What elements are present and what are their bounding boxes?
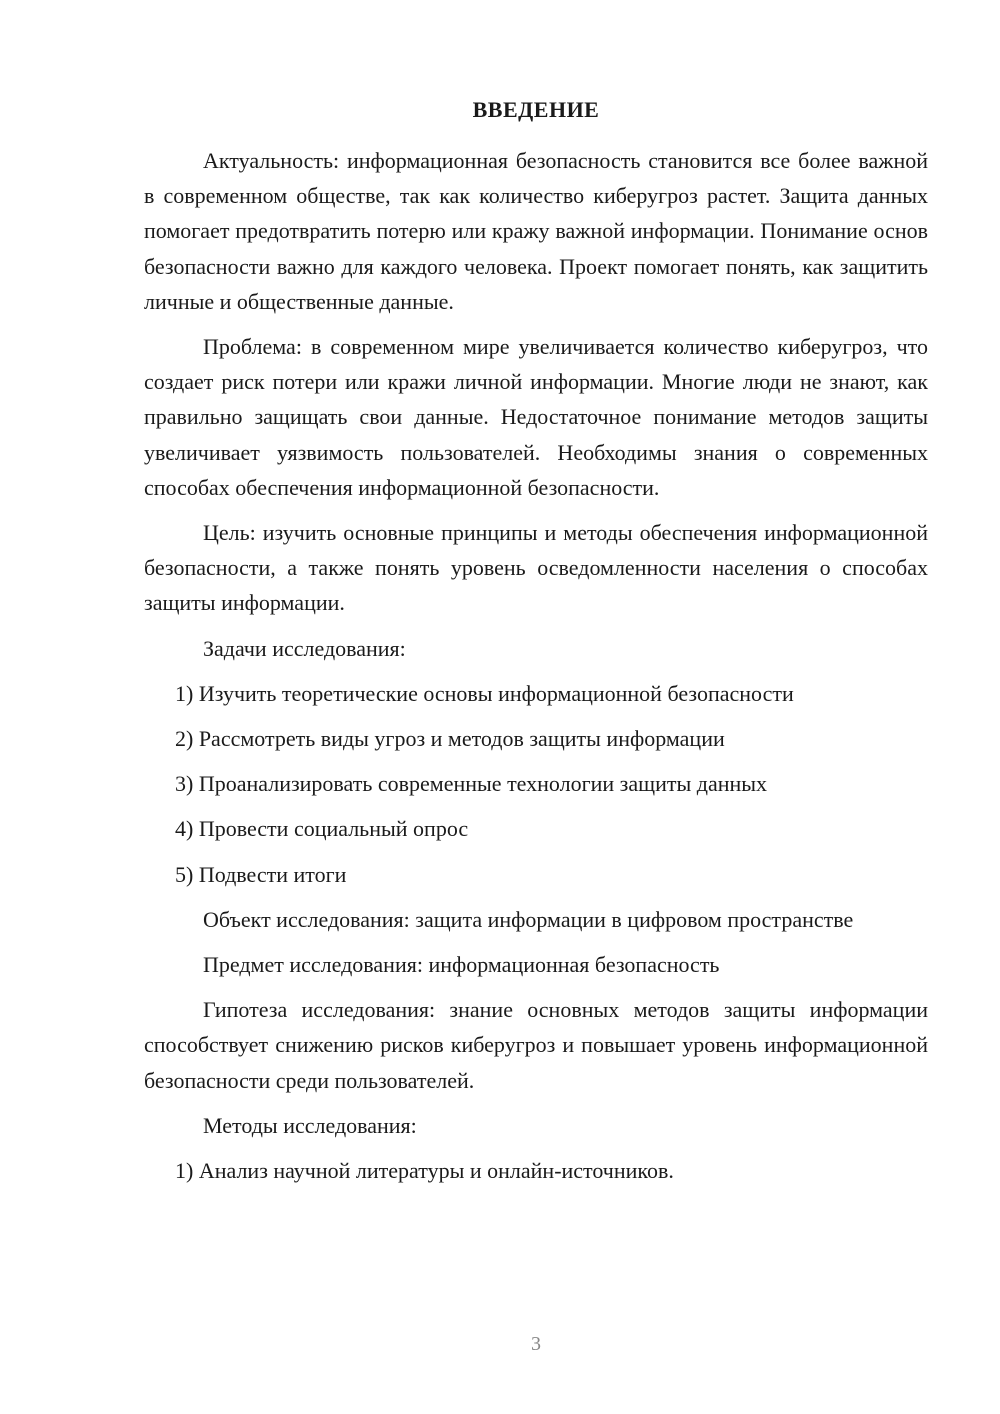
task-item: 4) Провести социальный опрос (175, 816, 469, 842)
task-item: 3) Проанализировать современные технологии защиты данных (175, 771, 768, 797)
task-item: 2) Рассмотреть виды угроз и методов защиты информации (175, 726, 725, 752)
object-paragraph: Объект исследования: защита информации в цифровом пространстве (203, 906, 854, 932)
problem-paragraph: Проблема: в современном мире увеличивается количество киберугроз, что создает риск потери или кражи личной информации. Многие люди не знают, как правильно защищать свои данные. Недостаточное понимание методов защиты увеличивает уязвимость пользователей. Необходимы знания о современных способах обеспечения информационной безопасности. (144, 334, 928, 500)
hypothesis-paragraph: Гипотеза исследования: знание основных методов защиты информации способствует снижению рисков киберугроз и повышает уровень информационной безопасности среди пользователей. (144, 997, 928, 1093)
tasks-heading: Задачи исследования: (203, 635, 406, 661)
method-item: 1) Анализ научной литературы и онлайн-источников. (175, 1158, 674, 1184)
task-item: 1) Изучить теоретические основы информационной безопасности (175, 680, 794, 706)
relevance-paragraph: Актуальность: информационная безопасность становится все более важной в современном обществе, так как количество киберугроз растет. Защита данных помогает предотвратить потерю или кражу важной информации. Понимание основ безопасности важно для каждого человека. Проект помогает понять, как защитить личные и общественные данные. (144, 148, 928, 314)
subject-paragraph: Предмет исследования: информационная безопасность (203, 952, 720, 978)
goal-paragraph: Цель: изучить основные принципы и методы обеспечения информационной безопасности, а также понять уровень осведомленности населения о способах защиты информации. (144, 520, 928, 616)
section-heading: ВВЕДЕНИЕ (472, 97, 600, 122)
task-item: 5) Подвести итоги (175, 861, 347, 887)
methods-heading: Методы исследования: (203, 1112, 417, 1138)
document-page (144, 95, 928, 1198)
page-number: 3 (531, 1333, 541, 1355)
